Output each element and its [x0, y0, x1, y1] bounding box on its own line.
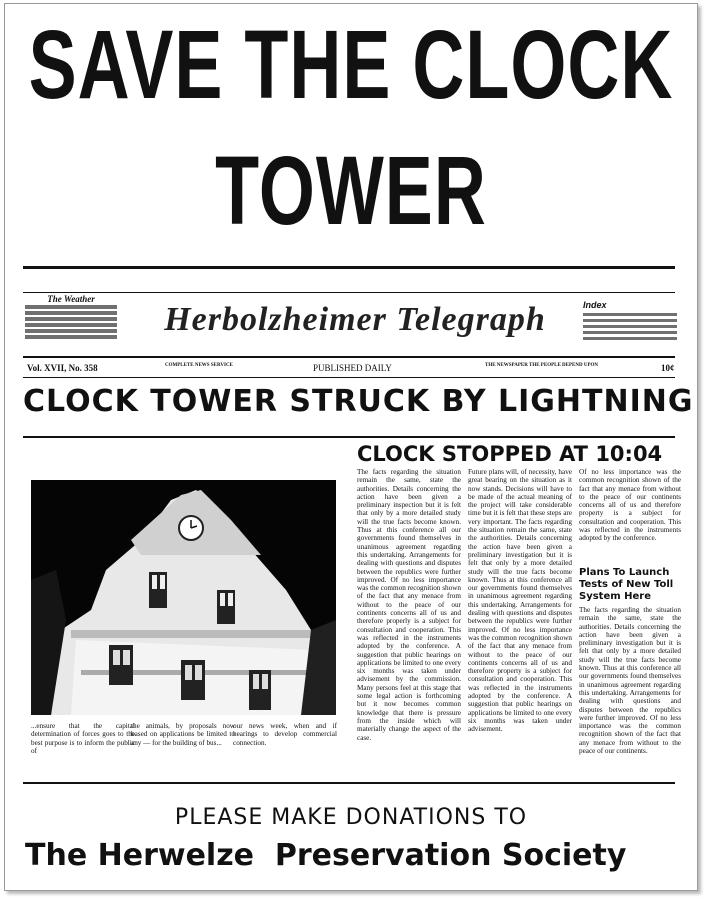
- weather-box: [25, 296, 117, 341]
- publication-frequency: PUBLISHED DAILY: [313, 363, 392, 373]
- main-headline-line1: SAVE THE CLOCK: [28, 11, 674, 120]
- dateline-bar: [25, 361, 677, 377]
- slogan-note: THE NEWSPAPER THE PEOPLE DEPEND UPON: [485, 363, 599, 368]
- main-headline-line2: TOWER: [215, 137, 487, 246]
- photo-caption-text: our news week, when and if hearings to develop commercial connection.: [233, 722, 337, 747]
- article-column: Future plans will, of necessity, have great bearing on the situation as it now stands. Decisions will have to be made of the actual meaning of the project will take considerable time but it is felt that these steps are very important. The facts regarding the situation remain the same, state the authorities. Details concerning the action have been given a preliminary investigation but it is felt that only by a more detailed study will the true facts become known. Thus at this conference all our governments found themselves in unanimous agreement regarding this undertaking. Arrangements for dealing with questions and disputes between the republics were further improved. Of no less importance was the common recognition shown of the fact that any menace from without to the peace of our continents concerns all of us and therefore property is a subject for consultation and cooperation. This was reflected in the instruments adopted by the conference. A suggestion that public hearings on applications be limited to one every six months was taken under advisement.: [468, 468, 572, 734]
- price: 10¢: [661, 363, 675, 373]
- donation-appeal: PLEASE MAKE DONATIONS TO: [174, 805, 528, 830]
- divider-rule: [23, 782, 675, 784]
- divider-rule: [23, 356, 675, 358]
- weather-title: The Weather: [47, 294, 95, 304]
- article-column: The facts regarding the situation remain the same, state the authorities. Details concerning the action have been given a preliminary investigation but it is felt that only by a more detailed study will the true facts become known. Thus at this conference all our governments found themselves in unanimous agreement regarding this undertaking. Arrangements for dealing with questions and disputes between the republics were further improved. Of no less importance was the common recognition shown of the fact that any menace from without to the peace of our continents.: [579, 606, 681, 756]
- index-box: [583, 300, 677, 343]
- newspaper-page: [4, 3, 698, 891]
- divider-rule: [23, 292, 675, 293]
- article-column: The facts regarding the situation remain the same, state the authorities. Details concerning the action have been given a preliminary inspection but it is felt that only by a more detailed study will the true facts become known. Thus at this conference all our governments found themselves in unanimous agreement regarding this undertaking. Arrangements for dealing with questions and disputes between the republics were further improved. Of no less importance was the common recognition shown of the fact that any menace from without to the peace of our continents concerns all of us and therefore properly is a subject for consultation and cooperation. This was reflected in the instruments adopted by the conference. A suggestion that public hearings on applications be limited to one every six months was taken under advisement by the commission. Many persons feel at this stage that some legal action is forthcoming but it now becomes common knowledge that there is pressure from the inside which will materially change the aspect of the case.: [357, 468, 461, 742]
- photo-caption-text: the animals, by proposals now based on applications be limited to any — for the building of bus...: [131, 722, 235, 747]
- volume-number: Vol. XVII, No. 358: [27, 363, 98, 373]
- divider-rule: [23, 377, 675, 378]
- divider-rule: [23, 436, 675, 438]
- story-headline: CLOCK TOWER STRUCK BY LIGHTNING: [23, 384, 694, 419]
- story-subheadline: CLOCK STOPPED AT 10:04: [357, 442, 663, 466]
- society-name: The Herwelze Preservation Society: [25, 838, 627, 873]
- sidebar-headline: Plans To Launch Tests of New Toll System Here: [579, 567, 674, 602]
- index-title: Index: [583, 300, 607, 310]
- clock-tower-illustration: [31, 480, 336, 715]
- divider-rule: [23, 266, 675, 269]
- newspaper-masthead-title: Herbolzheimer Telegraph: [164, 301, 546, 338]
- news-service-note: COMPLETE NEWS SERVICE: [165, 363, 233, 368]
- photo-caption-text: ...ensure that the capital determination of forces goes to the best purpose is to inform the public of: [31, 722, 135, 755]
- article-column: Of no less importance was the common recognition shown of the fact that any menace from without to the peace of our continents concerns all of us and therefore property is a subject for consultation and cooperation. This was reflected in the instruments adopted by the conference.: [579, 468, 681, 543]
- clock-tower-photo: [31, 480, 336, 715]
